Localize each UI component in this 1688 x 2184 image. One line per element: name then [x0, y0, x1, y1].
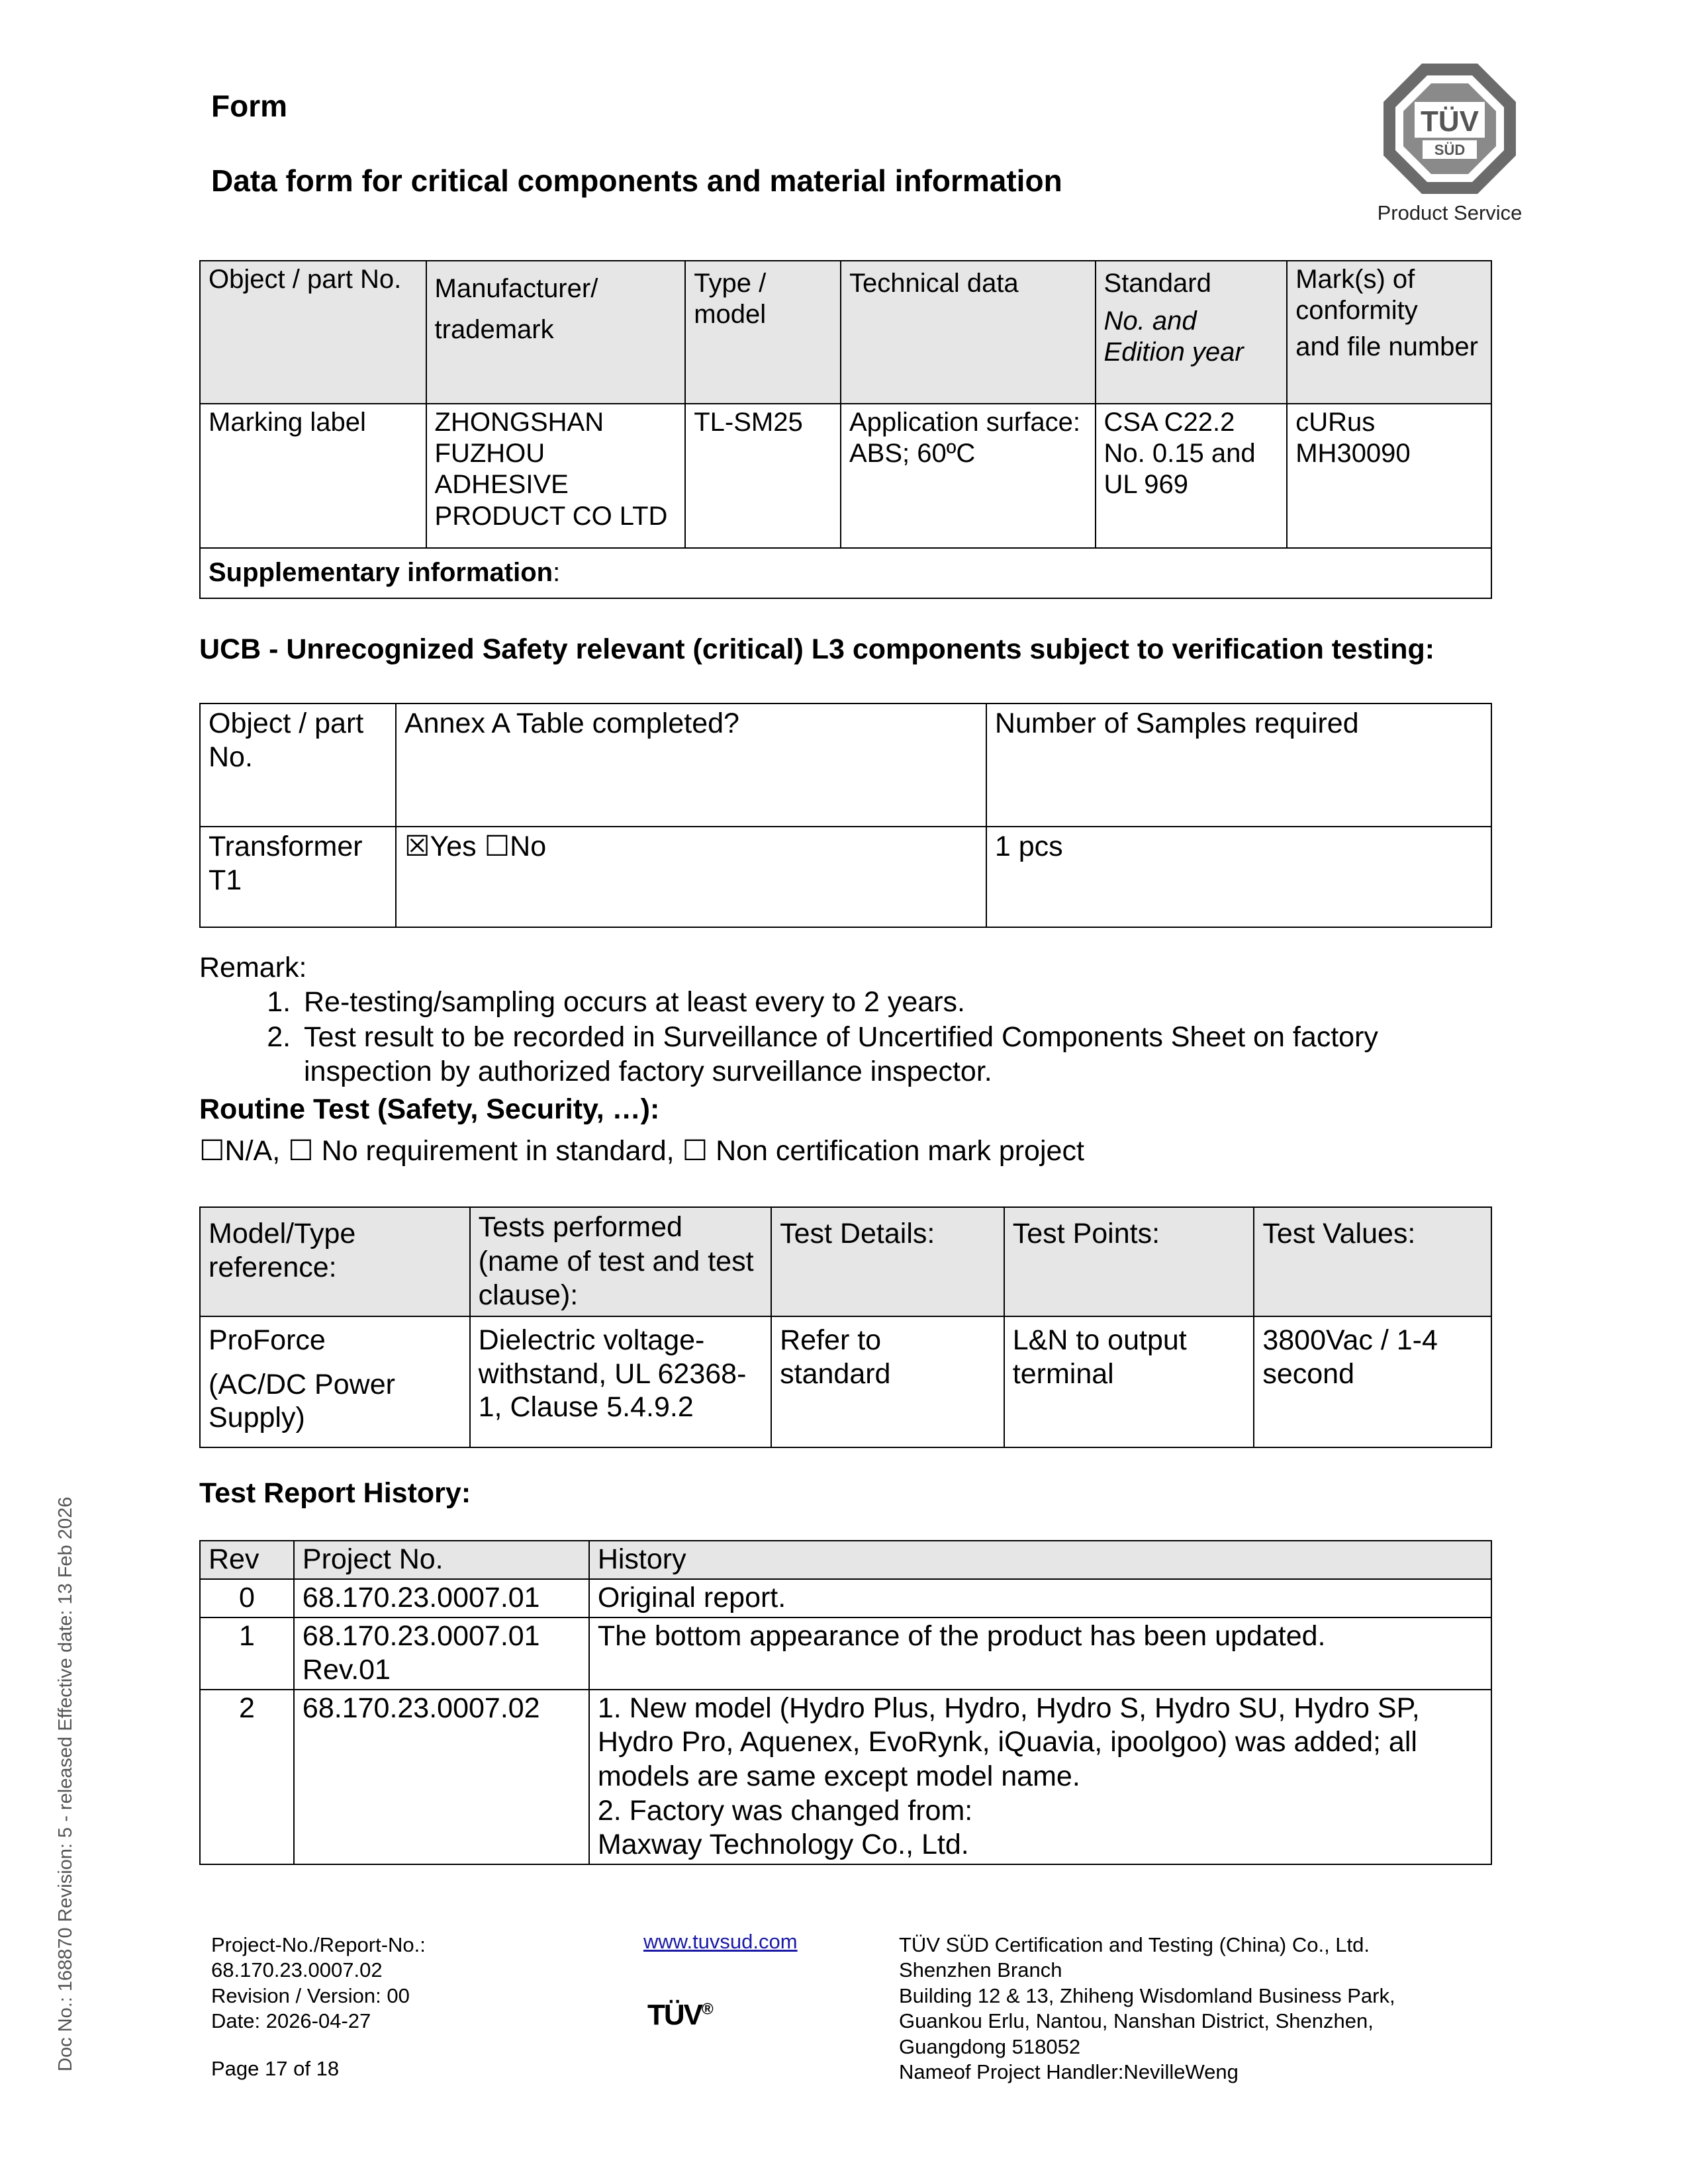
header-marks-line1: Mark(s) of conformity: [1295, 265, 1418, 326]
header-standard-line1: Standard: [1103, 269, 1211, 298]
table-row: [200, 1690, 1491, 1864]
table-row: [200, 1617, 1491, 1690]
routine-model-line1: ProForce: [209, 1324, 326, 1356]
routine-header-row: [200, 1207, 1491, 1316]
footer-address2: Guankou Erlu, Nantou, Nanshan District, Shenzhen,: [899, 2009, 1374, 2033]
footer-handler: Nameof Project Handler:NevilleWeng: [899, 2060, 1239, 2084]
history-header-project: Project No.: [294, 1541, 589, 1579]
routine-model-line2: (AC/DC Power Supply): [209, 1368, 395, 1434]
ucb-header-object: Object / part No.: [200, 704, 396, 827]
cell-object: Marking label: [200, 404, 426, 548]
history-rev: 0: [200, 1579, 294, 1617]
history-project: 68.170.23.0007.02: [294, 1690, 589, 1864]
tuv-mark-text: TÜV: [647, 1999, 702, 2031]
registered-icon: ®: [702, 2000, 712, 2019]
table-row: [200, 1316, 1491, 1447]
cell-marks: cURus MH30090: [1287, 404, 1491, 548]
history-header-row: [200, 1541, 1491, 1579]
header-marks: [1287, 261, 1491, 404]
ucb-header-annex: Annex A Table completed?: [396, 704, 986, 827]
header-standard-italic: No. and Edition year: [1103, 306, 1244, 367]
footer-address1: Building 12 & 13, Zhiheng Wisdomland Business Park,: [899, 1983, 1395, 2007]
header-marks-line2: and file number: [1295, 332, 1478, 362]
page-number: Page 17 of 18: [211, 2057, 340, 2080]
side-doc-stamp: Doc No.: 168870 Revision: 5 - released Effective date: 13 Feb 2026: [55, 1496, 76, 2071]
footer-project-no: 68.170.23.0007.02: [211, 1958, 383, 1982]
header-standard: [1096, 261, 1288, 404]
remark-list: [199, 985, 1492, 1089]
tuv-mark-logo: [647, 1999, 712, 2032]
cell-standard: CSA C22.2 No. 0.15 and UL 969: [1096, 404, 1288, 548]
table-header-row: [200, 261, 1491, 404]
history-rev: 1: [200, 1617, 294, 1690]
remark-label: Remark:: [199, 952, 307, 983]
logo-text-sud: SÜD: [1434, 142, 1466, 158]
routine-test-title: Routine Test (Safety, Security, …):: [199, 1093, 660, 1125]
history-text: Original report.: [589, 1579, 1491, 1617]
history-text: [589, 1690, 1491, 1864]
table-row: [200, 827, 1491, 927]
cell-manufacturer: ZHONGSHAN FUZHOU ADHESIVE PRODUCT CO LTD: [426, 404, 686, 548]
header-technical: Technical data: [841, 261, 1096, 404]
footer-company-info: [899, 1933, 1395, 2085]
routine-header-details: Test Details:: [771, 1207, 1004, 1316]
logo-caption: Product Service: [1377, 201, 1523, 224]
ucb-header-samples: Number of Samples required: [986, 704, 1491, 827]
website-link[interactable]: www.tuvsud.com: [643, 1930, 798, 1953]
history-project: 68.170.23.0007.01: [294, 1579, 589, 1617]
checkbox-no-label: No: [510, 831, 547, 862]
history-rev: 2: [200, 1690, 294, 1864]
table-row: [200, 404, 1491, 548]
report-history-table: [199, 1540, 1492, 1865]
header-type: Type / model: [685, 261, 841, 404]
table-row: [200, 1579, 1491, 1617]
history-text-line2: 2. Factory was changed from:: [597, 1794, 973, 1827]
ucb-header-row: [200, 704, 1491, 827]
list-item: 1. Re-testing/sampling occurs at least every to 2 years.: [299, 985, 1492, 1019]
list-item: 2. Test result to be recorded in Surveillance of Uncertified Components Sheet on factory inspection by authorized factory surveillance inspector.: [299, 1020, 1492, 1089]
page-title: Data form for critical components and material information: [211, 163, 1062, 198]
history-title: Test Report History:: [199, 1477, 471, 1509]
footer-project-info: [211, 1933, 426, 2034]
routine-cell-model: [200, 1316, 470, 1447]
routine-cell-details: Refer to standard: [771, 1316, 1004, 1447]
supplementary-label: Supplementary information: [209, 558, 553, 588]
history-text-line3: Maxway Technology Co., Ltd.: [597, 1829, 969, 1861]
supplementary-info: [200, 548, 1491, 598]
checkbox-yes-label: Yes: [430, 831, 477, 862]
header-manufacturer-line1: Manufacturer/: [434, 274, 598, 303]
routine-header-points: Test Points:: [1004, 1207, 1254, 1316]
ucb-cell-samples: 1 pcs: [986, 827, 1491, 927]
history-project: 68.170.23.0007.01 Rev.01: [294, 1617, 589, 1690]
header-object: Object / part No.: [200, 261, 426, 404]
history-header-history: History: [589, 1541, 1491, 1579]
remark-section: [199, 950, 1492, 1089]
history-header-rev: Rev: [200, 1541, 294, 1579]
ucb-cell-object: Transformer T1: [200, 827, 396, 927]
cell-type: TL-SM25: [685, 404, 841, 548]
footer-company: TÜV SÜD Certification and Testing (China) Co., Ltd.: [899, 1933, 1370, 1956]
routine-cell-points: L&N to output terminal: [1004, 1316, 1254, 1447]
ucb-heading: UCB - Unrecognized Safety relevant (critical) L3 components subject to verification testing:: [199, 633, 1435, 665]
footer-revision: Revision / Version: 00: [211, 1983, 410, 2007]
header-manufacturer-line2: trademark: [434, 315, 554, 344]
footer-project-label: Project-No./Report-No.:: [211, 1933, 426, 1956]
footer-branch: Shenzhen Branch: [899, 1958, 1062, 1982]
ucb-table: [199, 703, 1492, 928]
footer-date: Date: 2026-04-27: [211, 2009, 371, 2033]
checkbox-yes[interactable]: ☒: [404, 831, 430, 862]
history-text: The bottom appearance of the product has been updated.: [589, 1617, 1491, 1690]
ucb-cell-annex: [396, 827, 986, 927]
history-text-line1: 1. New model (Hydro Plus, Hydro, Hydro S, Hydro SU, Hydro SP, Hydro Pro, Aquenex, EvoRynk, iQuavia, ipoolgoo) was added; all models are same except model name.: [597, 1692, 1420, 1792]
routine-cell-values: 3800Vac / 1-4 second: [1254, 1316, 1491, 1447]
critical-components-table: [199, 260, 1492, 599]
routine-test-table: [199, 1206, 1492, 1448]
tuv-sud-octagon-icon: [1377, 61, 1523, 197]
footer-address3: Guangdong 518052: [899, 2034, 1081, 2058]
routine-header-tests: Tests performed (name of test and test clause):: [470, 1207, 771, 1316]
logo-text-tuv: TÜV: [1421, 105, 1479, 138]
supplementary-row: [200, 548, 1491, 598]
form-label: Form: [211, 89, 287, 123]
routine-header-values: Test Values:: [1254, 1207, 1491, 1316]
routine-cell-tests: Dielectric voltage-withstand, UL 62368-1, Clause 5.4.9.2: [470, 1316, 771, 1447]
tuv-sud-logo: [1377, 61, 1523, 233]
supplementary-suffix: :: [553, 558, 561, 588]
cell-technical: Application surface: ABS; 60ºC: [841, 404, 1096, 548]
checkbox-no[interactable]: ☐: [484, 831, 510, 862]
routine-header-model: Model/Type reference:: [200, 1207, 470, 1316]
header-manufacturer: [426, 261, 686, 404]
routine-test-options: ☐N/A, ☐ No requirement in standard, ☐ Non certification mark project: [199, 1135, 1084, 1167]
